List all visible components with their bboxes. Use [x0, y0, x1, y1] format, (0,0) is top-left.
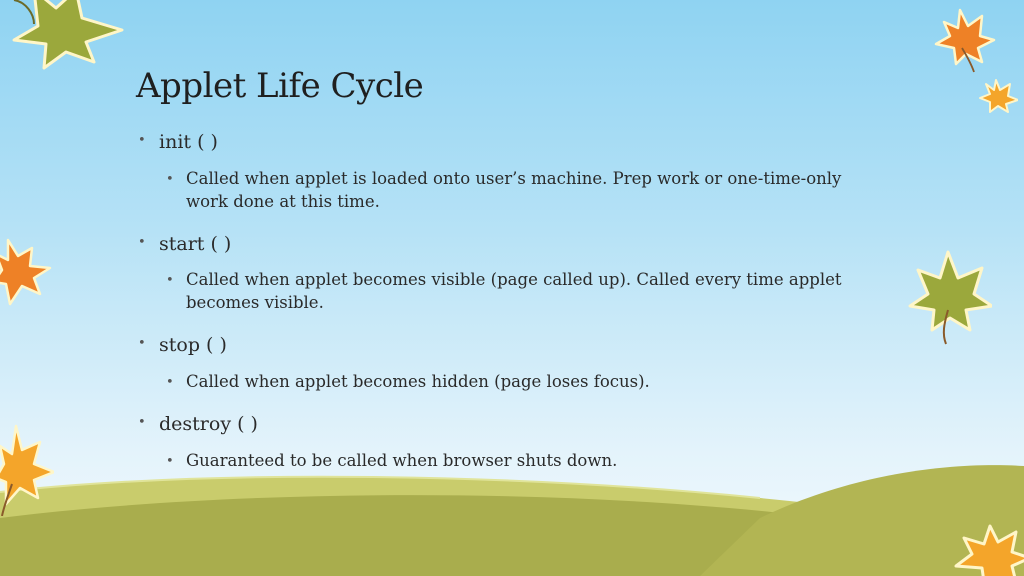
method-description: Called when applet becomes hidden (page loses focus). [186, 372, 650, 391]
bullet-item [138, 131, 218, 153]
bullet-dot-icon: • [166, 375, 174, 390]
method-name: stop ( ) [159, 334, 227, 356]
bullet-item [138, 233, 231, 255]
sub-bullet-item [166, 167, 866, 213]
method-description: Guaranteed to be called when browser shuts down. [186, 451, 618, 470]
bullet-dot-icon: • [138, 133, 146, 148]
bullet-item [138, 334, 227, 356]
sub-bullet-item [166, 268, 866, 314]
sub-bullet-item [166, 370, 866, 393]
method-description: Called when applet is loaded onto user’s machine. Prep work or one-time-only work done at this time. [186, 169, 842, 211]
method-name: destroy ( ) [159, 413, 258, 435]
bullet-dot-icon: • [166, 273, 174, 288]
method-name: init ( ) [159, 131, 218, 153]
sub-bullet-item [166, 449, 866, 472]
method-name: start ( ) [159, 233, 232, 255]
bullet-dot-icon: • [166, 172, 174, 187]
bullet-dot-icon: • [138, 336, 146, 351]
bullet-dot-icon: • [138, 415, 146, 430]
bullet-item [138, 413, 258, 435]
bullet-dot-icon: • [138, 235, 146, 250]
slide-title: Applet Life Cycle [136, 66, 424, 106]
bullet-dot-icon: • [166, 454, 174, 469]
method-description: Called when applet becomes visible (page called up). Called every time applet becomes visible. [186, 270, 842, 312]
